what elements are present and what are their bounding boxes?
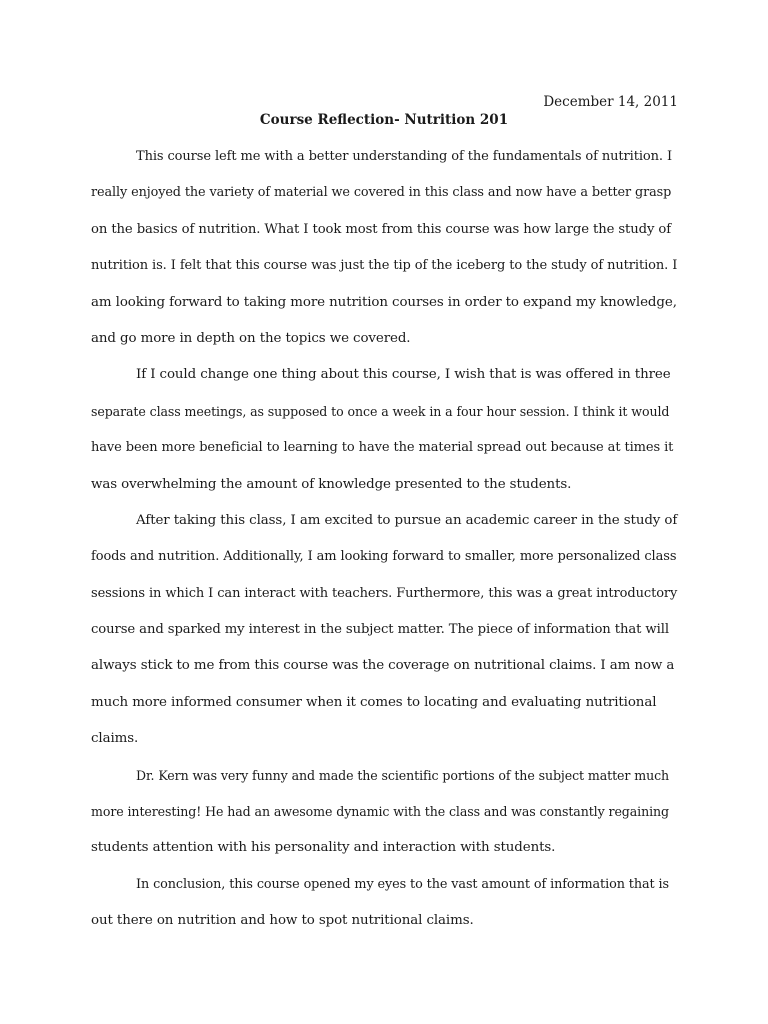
text-line: students attention with his personality and interaction with students.: [91, 840, 556, 856]
text-line: course and sparked my interest in the subject matter. The piece of information that will: [91, 622, 669, 638]
text-line: have been more beneficial to learning to have the material spread out because at times it: [91, 440, 674, 456]
text-line: much more informed consumer when it comes to locating and evaluating nutritional: [91, 694, 657, 710]
paragraph-first-line: This course left me with a better understanding of the fundamentals of nutrition. I: [136, 149, 673, 164]
paragraph-first-line: Dr. Kern was very funny and made the scientific portions of the subject matter much: [136, 767, 670, 783]
text-line: on the basics of nutrition. What I took most from this course was how large the study of: [91, 221, 672, 237]
text-line: sessions in which I can interact with teachers. Furthermore, this was a great introductory: [91, 585, 678, 601]
text-line: always stick to me from this course was the coverage on nutritional claims. I am now a: [91, 658, 675, 674]
text-line: more interesting! He had an awesome dynamic with the class and was constantly regaining: [91, 804, 670, 820]
text-line: foods and nutrition. Additionally, I am looking forward to smaller, more personalized class: [91, 549, 677, 565]
text-line: separate class meetings, as supposed to once a week in a four hour session. I think it would: [91, 403, 670, 419]
document-date: December 14, 2011: [543, 94, 678, 110]
text-line: claims.: [91, 731, 139, 747]
text-line: am looking forward to taking more nutrition courses in order to expand my knowledge,: [91, 294, 677, 310]
document-body: [91, 148, 677, 949]
text-line: was overwhelming the amount of knowledge presented to the students.: [91, 476, 572, 492]
text-line: and go more in depth on the topics we covered.: [91, 330, 411, 346]
paragraph-first-line: If I could change one thing about this course, I wish that is was offered in three: [136, 367, 671, 383]
document-title: Course Reflection- Nutrition 201: [259, 112, 509, 128]
text-line: nutrition is. I felt that this course was just the tip of the iceberg to the study of nutrition. I: [91, 258, 678, 274]
paragraph-first-line: In conclusion, this course opened my eyes to the vast amount of information that is: [136, 876, 669, 892]
text-line: out there on nutrition and how to spot nutritional claims.: [91, 913, 474, 929]
text-line: really enjoyed the variety of material we covered in this class and now have a better grasp: [91, 185, 672, 201]
paragraph-first-line: After taking this class, I am excited to pursue an academic career in the study of: [136, 512, 678, 528]
